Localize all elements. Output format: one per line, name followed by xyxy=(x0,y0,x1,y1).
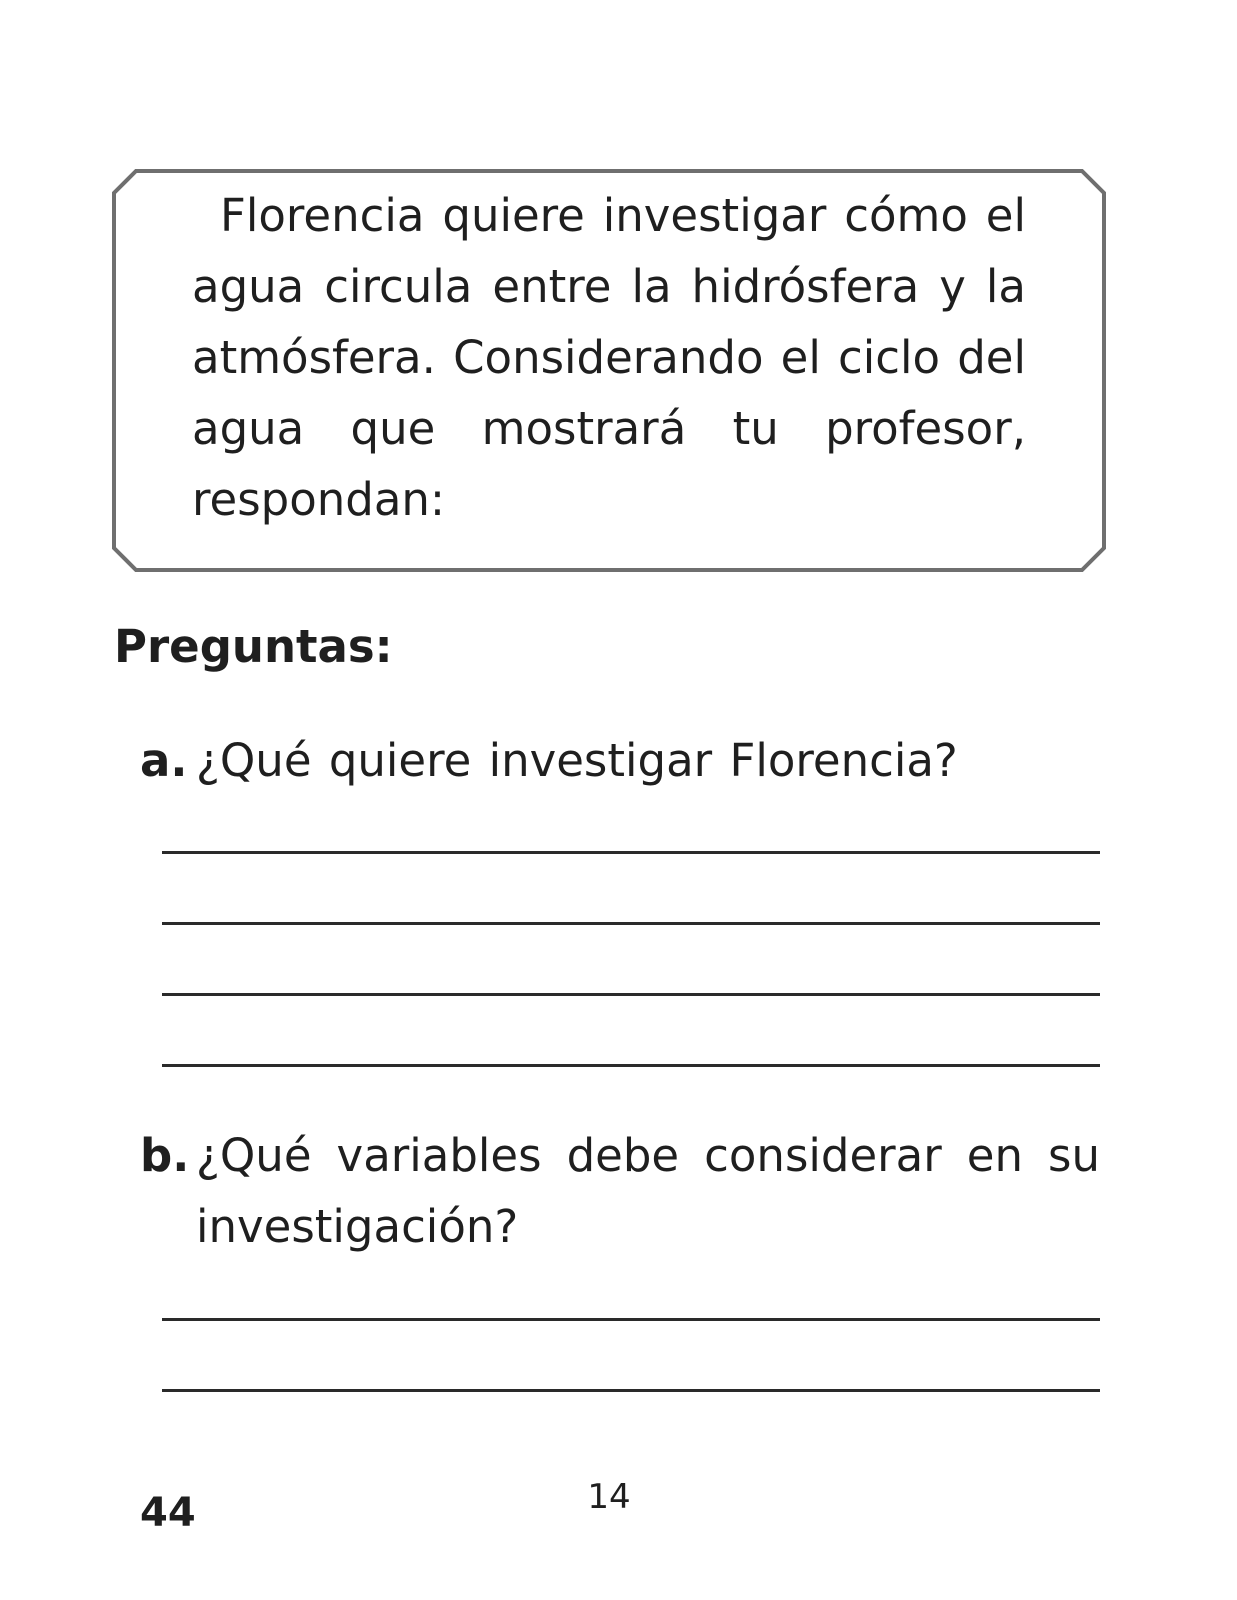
file-page-number: 14 xyxy=(587,1477,631,1517)
questions-heading: Preguntas: xyxy=(114,620,393,673)
question-text: ¿Qué variables debe considerar en su investigación? xyxy=(196,1129,1100,1253)
book-page-number: 44 xyxy=(140,1490,196,1536)
intro-box-text: Florencia quiere investigar cómo el agua circula entre la hidrósfera y la atmósfera. Considerando el ciclo del agua que mostrará tu profesor, respondan: xyxy=(192,189,1026,526)
question-b xyxy=(140,1120,1100,1262)
answer-line[interactable] xyxy=(162,851,1100,854)
answer-line[interactable] xyxy=(162,1318,1100,1321)
question-letter: a. xyxy=(140,734,188,787)
answer-line[interactable] xyxy=(162,993,1100,996)
answer-line[interactable] xyxy=(162,1064,1100,1067)
question-text: ¿Qué quiere investigar Florencia? xyxy=(196,734,958,787)
question-letter: b. xyxy=(140,1129,190,1182)
answer-line[interactable] xyxy=(162,922,1100,925)
question-a xyxy=(140,725,1100,796)
answer-line[interactable] xyxy=(162,1389,1100,1392)
